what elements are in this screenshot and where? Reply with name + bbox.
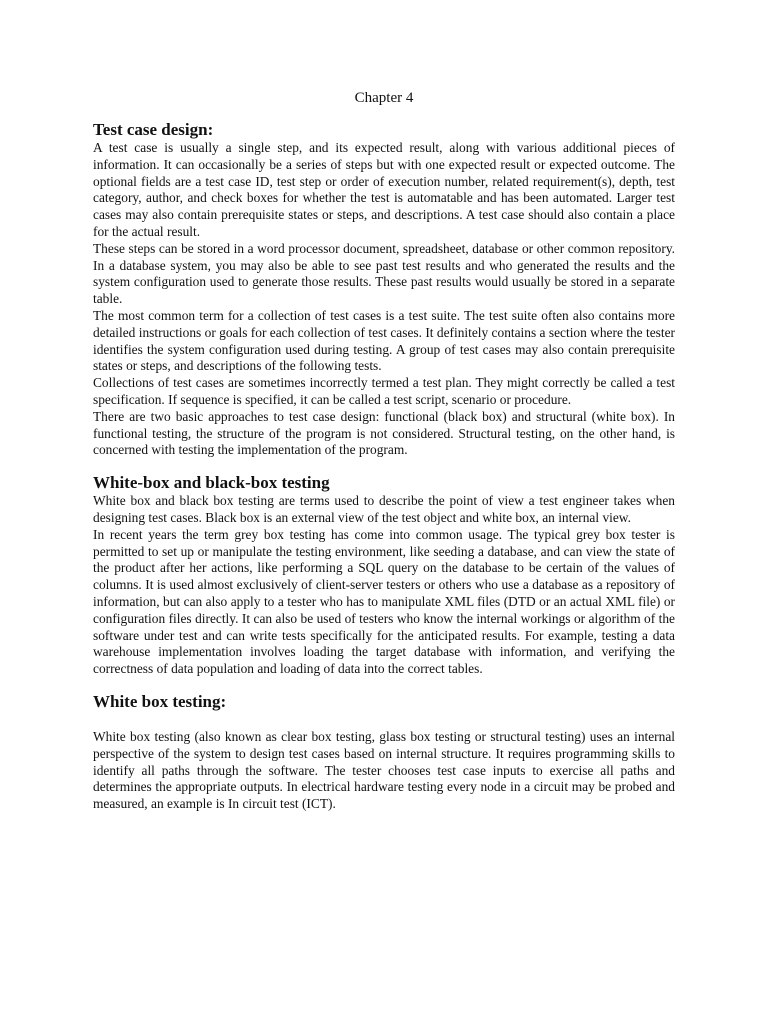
paragraph: White box and black box testing are terms used to describe the point of view a test engineer takes when designing test cases. Black box is an external view of the test object and white box, an internal view.: [93, 493, 675, 525]
paragraph: The most common term for a collection of test cases is a test suite. The test suite often also contains more detailed instructions or goals for each collection of test cases. It definitely contains a section where the tester identifies the system configuration used during testing. A group of test cases may also contain prerequisite states or steps, and descriptions of the following tests.: [93, 307, 675, 374]
section-heading: White-box and black-box testing: [93, 473, 330, 493]
section-white-box-testing: [93, 692, 675, 813]
section-test-case-design: [93, 120, 675, 459]
page-content: [93, 88, 675, 813]
paragraph: These steps can be stored in a word processor document, spreadsheet, database or other common repository. In a database system, you may also be able to see past test results and who generated the results and the system configuration used to generate those results. These past results would usually be stored in a separate table.: [93, 240, 675, 307]
section-heading: Test case design:: [93, 120, 214, 139]
section-heading: White box testing:: [93, 691, 227, 711]
paragraph: There are two basic approaches to test case design: functional (black box) and structural (white box). In functional testing, the structure of the program is not considered. Structural testing, on the other hand, is concerned with testing the implementation of the program.: [93, 408, 675, 458]
paragraph: Collections of test cases are sometimes incorrectly termed a test plan. They might correctly be called a test specification. If sequence is specified, it can be called a test script, scenario or procedure.: [93, 375, 675, 407]
chapter-label: Chapter 4: [354, 90, 414, 106]
paragraph: In recent years the term grey box testing has come into common usage. The typical grey box tester is permitted to set up or manipulate the testing environment, like seeding a database, and can view the state of the product after her actions, like performing a SQL query on the database to be certain of the values of columns. It is used almost exclusively of client-server testers or others who use a database as a repository of information, but can also apply to a tester who has to manipulate XML files (DTD or an actual XML file) or configuration files directly. It can also be used of testers who know the internal workings or algorithm of the software under test and can write tests specifically for the anticipated results. For example, testing a data warehouse implementation involves loading the target database with information, and verifying the correctness of data population and loading of data into the correct tables.: [93, 526, 675, 677]
section-white-black-box-testing: [93, 473, 675, 678]
paragraph: White box testing (also known as clear box testing, glass box testing or structural testing) uses an internal perspective of the system to design test cases based on internal structure. It requires programming skills to identify all paths through the software. The tester chooses test case inputs to exercise all paths and determines the appropriate outputs. In electrical hardware testing every node in a circuit may be probed and measured, an example is In circuit test (ICT).: [93, 728, 675, 812]
paragraph: A test case is usually a single step, and its expected result, along with various additional pieces of information. It can occasionally be a series of steps but with one expected result or expected outcome. The optional fields are a test case ID, test step or order of execution number, related requirement(s), depth, test category, author, and check boxes for whether the test is automatable and has been automated. Larger test cases may also contain prerequisite states or steps, and descriptions. A test case should also contain a place for the actual result.: [93, 140, 675, 239]
